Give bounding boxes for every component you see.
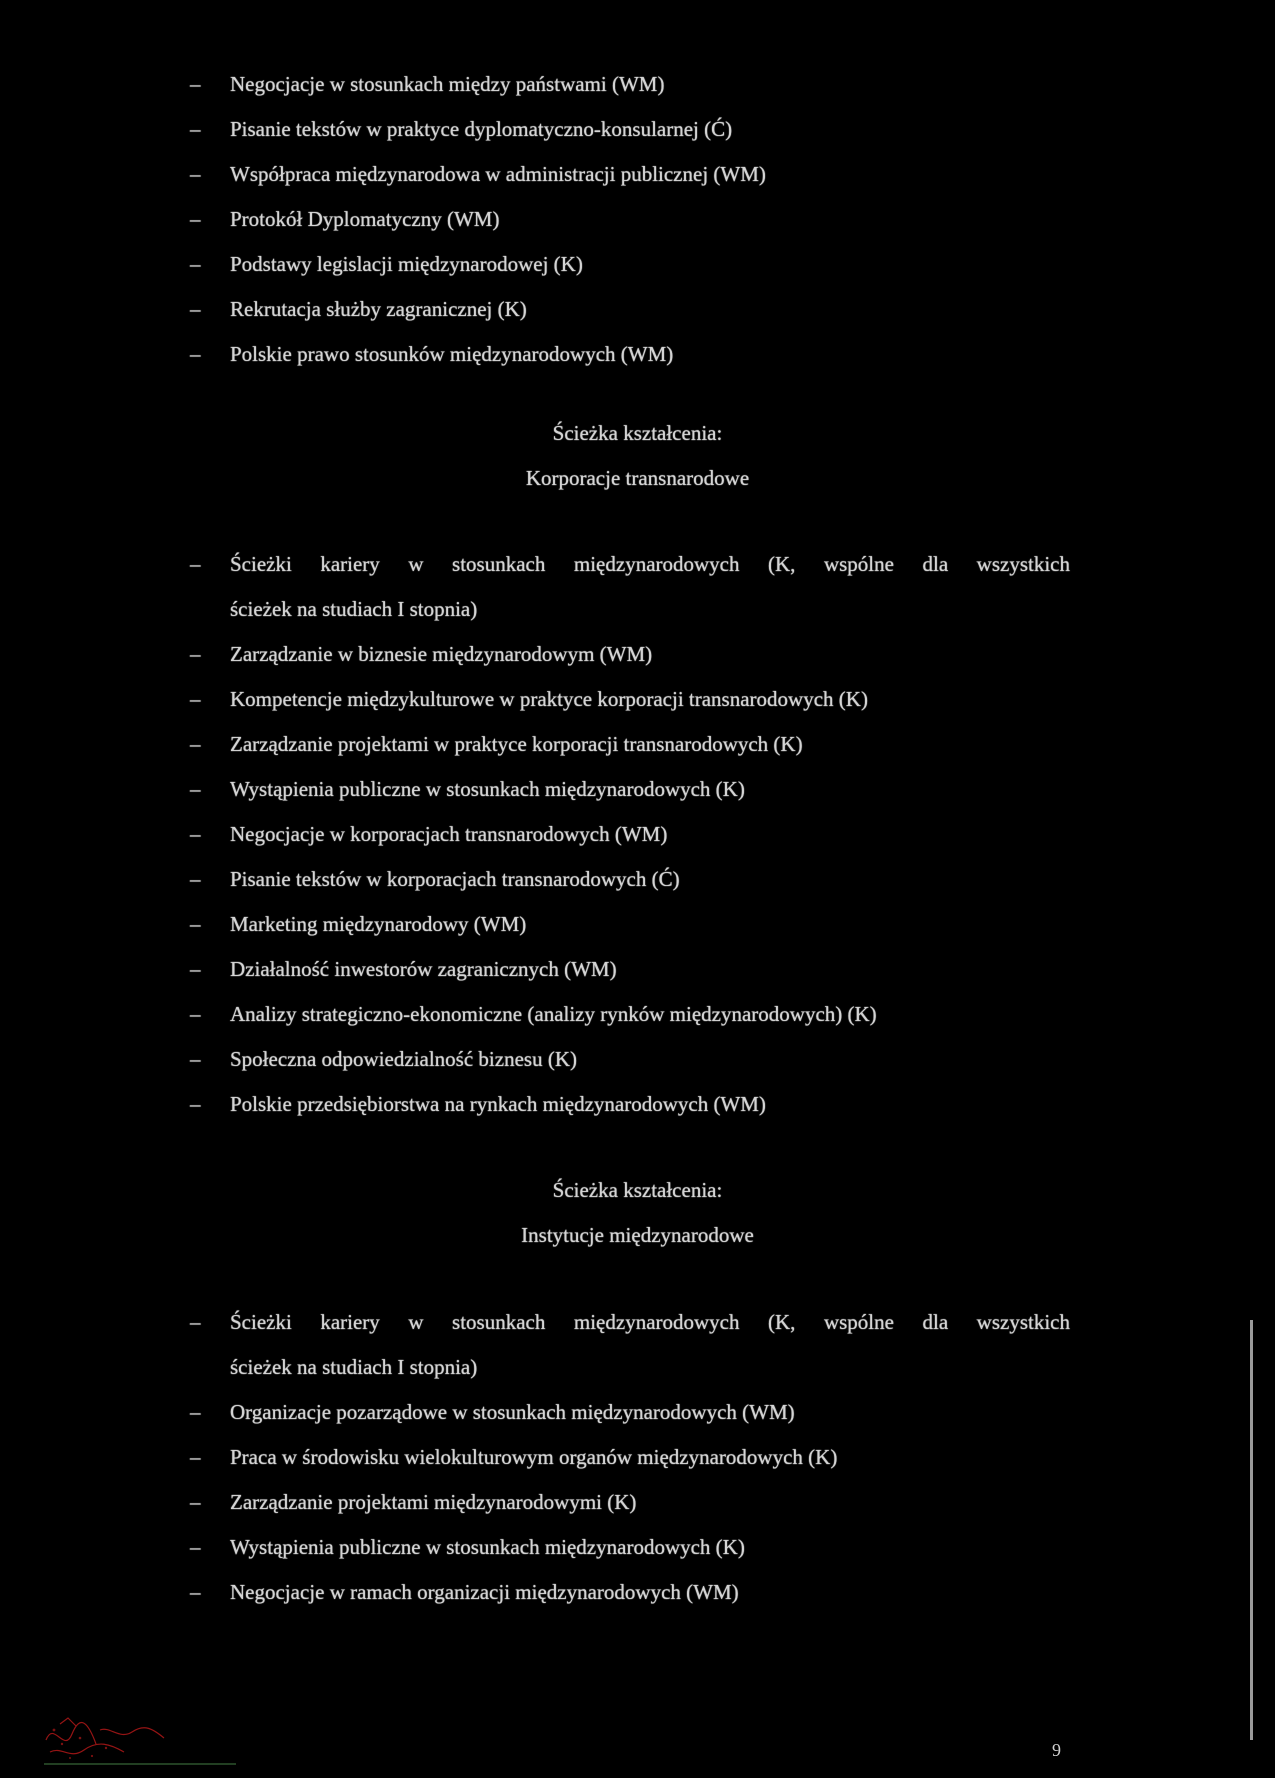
list-item: – Wystąpienia publiczne w stosunkach międzynarodowych (K): [190, 777, 745, 801]
list-item: – Podstawy legislacji międzynarodowej (K): [190, 252, 583, 276]
list-item: – Społeczna odpowiedzialność biznesu (K): [190, 1047, 577, 1071]
list-item-career-paths: – Ścieżki kariery w stosunkach międzynarodowych (K, wspólne dla wszystkich ścieżek na studiach I stopnia): [190, 1300, 1070, 1390]
list-item-line2: ścieżek na studiach I stopnia): [230, 1355, 478, 1379]
list-item: – Zarządzanie projektami międzynarodowymi (K): [190, 1490, 637, 1514]
course-list-top: [190, 62, 1070, 377]
stamp-signature-image: [40, 1700, 240, 1768]
list-item-line1: Ścieżki kariery w stosunkach międzynarodowych (K, wspólne dla wszystkich: [230, 1310, 1070, 1334]
list-item: – Rekrutacja służby zagranicznej (K): [190, 297, 527, 321]
list-item: – Praca w środowisku wielokulturowym organów międzynarodowych (K): [190, 1445, 838, 1469]
list-item-career-paths: – Ścieżki kariery w stosunkach międzynarodowych (K, wspólne dla wszystkich ścieżek na studiach I stopnia): [190, 542, 1070, 632]
list-item: – Działalność inwestorów zagranicznych (WM): [190, 957, 617, 981]
section-heading-title: Instytucje międzynarodowe: [521, 1223, 754, 1247]
course-list-instytucje: [190, 1300, 1070, 1615]
list-item: – Marketing międzynarodowy (WM): [190, 912, 527, 936]
list-item: – Pisanie tekstów w korporacjach transnarodowych (Ć): [190, 867, 680, 891]
list-item: – Zarządzanie w biznesie międzynarodowym (WM): [190, 642, 653, 666]
list-item-line1: Ścieżki kariery w stosunkach międzynarodowych (K, wspólne dla wszystkich: [230, 552, 1070, 576]
list-item: – Zarządzanie projektami w praktyce korporacji transnarodowych (K): [190, 732, 803, 756]
list-item: – Analizy strategiczno-ekonomiczne (analizy rynków międzynarodowych) (K): [190, 1002, 877, 1026]
list-item: – Negocjacje w korporacjach transnarodowych (WM): [190, 822, 668, 846]
list-item: – Negocjacje w ramach organizacji międzynarodowych (WM): [190, 1580, 739, 1604]
scan-edge-line: [1250, 1320, 1253, 1740]
list-item: – Organizacje pozarządowe w stosunkach międzynarodowych (WM): [190, 1400, 795, 1424]
list-item: – Polskie przedsiębiorstwa na rynkach międzynarodowych (WM): [190, 1092, 766, 1116]
section-heading-title: Korporacje transnarodowe: [525, 466, 750, 490]
list-item: – Kompetencje międzykulturowe w praktyce korporacji transnarodowych (K): [190, 687, 868, 711]
list-item: – Polskie prawo stosunków międzynarodowych (WM): [190, 342, 674, 366]
list-item: – Wystąpienia publiczne w stosunkach międzynarodowych (K): [190, 1535, 745, 1559]
section-heading-label: Ścieżka kształcenia:: [552, 1178, 723, 1202]
section-heading-label: Ścieżka kształcenia:: [552, 421, 723, 445]
list-item: – Protokół Dyplomatyczny (WM): [190, 207, 500, 231]
list-item: – Negocjacje w stosunkach między państwami (WM): [190, 72, 665, 96]
list-item: – Współpraca międzynarodowa w administracji publicznej (WM): [190, 162, 766, 186]
list-item-line2: ścieżek na studiach I stopnia): [230, 597, 478, 621]
course-list-korporacje: [190, 542, 1070, 1127]
page-number: 9: [1052, 1740, 1061, 1760]
list-item: – Pisanie tekstów w praktyce dyplomatyczno-konsularnej (Ć): [190, 117, 733, 141]
